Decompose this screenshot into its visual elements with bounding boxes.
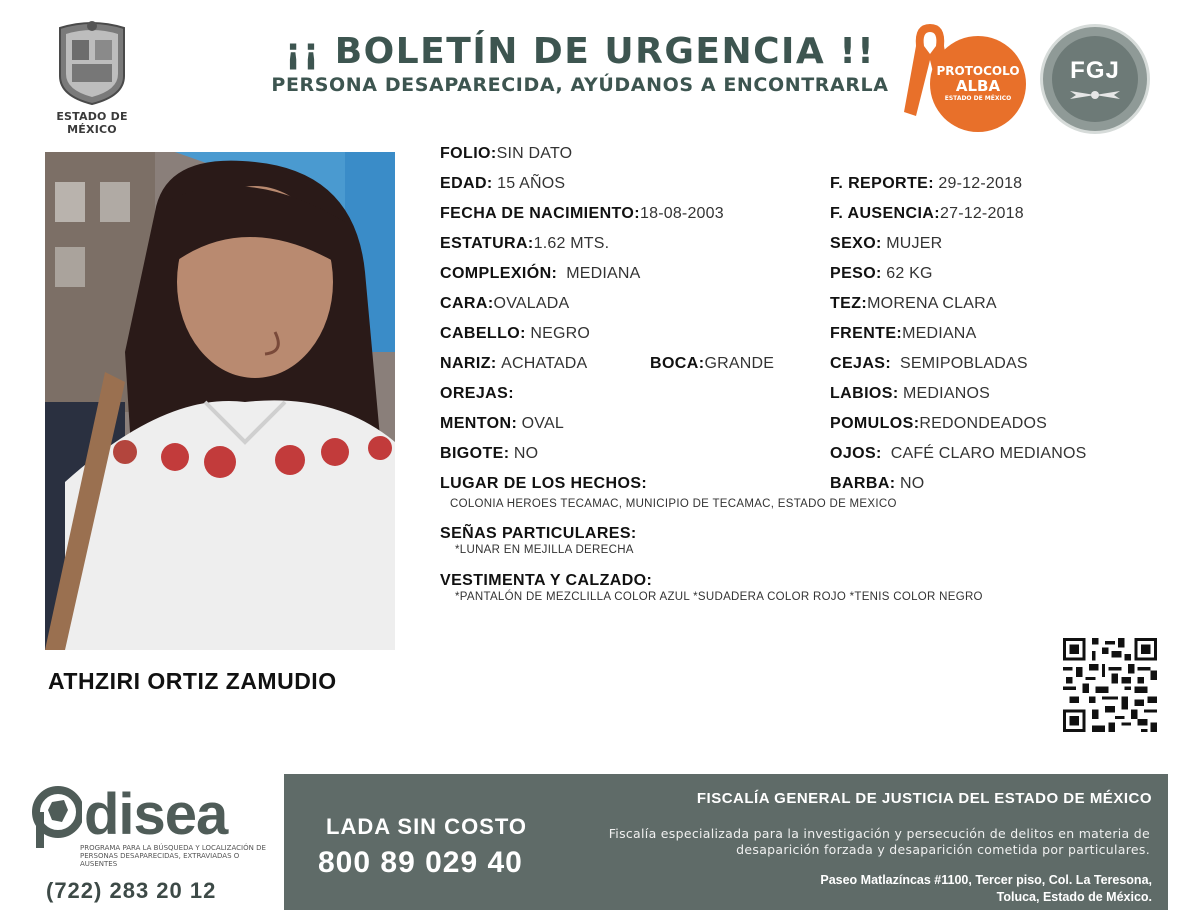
f-reporte-value: 29-12-2018 (938, 175, 1023, 192)
frente-label: FRENTE: (830, 325, 903, 342)
cabello-value: NEGRO (530, 325, 590, 342)
folio-label: FOLIO: (440, 145, 497, 162)
tez-value: MORENA CLARA (867, 295, 997, 312)
frente-value: MEDIANA (902, 325, 977, 342)
field-f-reporte (830, 174, 1022, 194)
fiscalia-footer (284, 774, 1168, 910)
nariz-label: NARIZ: (440, 355, 497, 372)
missing-person-photo (45, 152, 395, 650)
estado-de-mexico-seal (30, 18, 154, 136)
alba-line1: PROTOCOLO (936, 64, 1020, 78)
address-line-1: Paseo Matlazíncas #1100, Tercer piso, Col. La Teresona, (820, 873, 1152, 887)
mexico-state-map-icon (32, 784, 82, 850)
vestimenta-label: VESTIMENTA Y CALZADO: (440, 572, 653, 589)
field-fecha-nacimiento (440, 204, 724, 224)
address-line-2: Toluca, Estado de México. (996, 890, 1152, 904)
fiscalia-address (592, 872, 1152, 906)
menton-label: MENTON: (440, 415, 518, 432)
bigote-label: BIGOTE: (440, 445, 510, 462)
menton-value: OVAL (521, 415, 564, 432)
field-bigote (440, 444, 538, 464)
lada-phone-number[interactable]: 800 89 029 40 (318, 846, 523, 879)
boca-value: GRANDE (704, 355, 775, 372)
folio-value: SIN DATO (496, 145, 573, 162)
field-peso (830, 264, 933, 284)
field-folio (440, 144, 572, 164)
fgj-inner-circle (1052, 36, 1138, 122)
edad-value: 15 AÑOS (497, 175, 566, 192)
field-estatura (440, 234, 609, 254)
field-orejas (440, 384, 514, 404)
nariz-value: ACHATADA (501, 355, 588, 372)
complexion-label: COMPLEXIÓN: (440, 265, 558, 282)
field-boca (650, 354, 774, 374)
qr-code-icon[interactable] (1063, 638, 1157, 732)
labios-value: MEDIANOS (903, 385, 990, 402)
estatura-value: 1.62 MTS. (533, 235, 610, 252)
tez-label: TEZ: (830, 295, 868, 312)
sexo-value: MUJER (886, 235, 943, 252)
state-label: ESTADO DE MÉXICO (56, 110, 128, 136)
field-barba (830, 474, 924, 494)
fiscalia-title: FISCALÍA GENERAL DE JUSTICIA DEL ESTADO DE MÉXICO (696, 790, 1152, 807)
alba-line2: ALBA (955, 77, 1001, 95)
barba-value: NO (899, 475, 925, 492)
senas-value: *LUNAR EN MEJILLA DERECHA (455, 544, 634, 556)
odisea-wordmark: disea (84, 782, 228, 847)
field-vestimenta (440, 571, 652, 591)
pomulos-label: POMULOS: (830, 415, 920, 432)
fgj-letters: FGJ (1070, 57, 1120, 84)
f-reporte-label: F. REPORTE: (830, 175, 934, 192)
coat-of-arms-icon (52, 18, 132, 106)
fecha-nacimiento-value: 18-08-2003 (640, 205, 724, 222)
field-senas (440, 524, 637, 544)
field-ojos (830, 444, 1087, 464)
field-f-ausencia (830, 204, 1024, 224)
vestimenta-value: *PANTALÓN DE MEZCLILLA COLOR AZUL *SUDADERA COLOR ROJO *TENIS COLOR NEGRO (455, 591, 983, 603)
field-menton (440, 414, 564, 434)
cabello-label: CABELLO: (440, 325, 526, 342)
field-cabello (440, 324, 590, 344)
field-edad (440, 174, 565, 194)
odisea-program-text: PROGRAMA PARA LA BÚSQUEDA Y LOCALIZACIÓN DE PERSONAS DESAPARECIDAS, EXTRAVIADAS O AUSENTES (80, 844, 266, 868)
lugar-hechos-value: COLONIA HEROES TECAMAC, MUNICIPIO DE TECAMAC, ESTADO DE MEXICO (450, 498, 897, 510)
pomulos-value: REDONDEADOS (919, 415, 1047, 432)
alba-line3: ESTADO DE MÉXICO (944, 95, 1012, 102)
cejas-label: CEJAS: (830, 355, 892, 372)
estatura-label: ESTATURA: (440, 235, 534, 252)
portrait-image (45, 152, 395, 650)
field-complexion (440, 264, 641, 284)
field-pomulos (830, 414, 1047, 434)
cara-label: CARA: (440, 295, 494, 312)
bulletin-title: ¡¡ BOLETÍN DE URGENCIA !! (284, 31, 876, 72)
field-tez (830, 294, 997, 314)
labios-label: LABIOS: (830, 385, 899, 402)
sexo-label: SEXO: (830, 235, 882, 252)
edad-label: EDAD: (440, 175, 493, 192)
wings-icon (1068, 89, 1122, 101)
odisea-phone[interactable]: (722) 283 20 12 (46, 878, 217, 903)
cara-value: OVALADA (493, 295, 570, 312)
field-nariz (440, 354, 587, 374)
lada-label: LADA SIN COSTO (326, 814, 528, 839)
protocolo-alba-logo (900, 20, 1030, 132)
field-cara (440, 294, 569, 314)
person-name: ATHZIRI ORTIZ ZAMUDIO (48, 668, 337, 694)
bulletin-subtitle: PERSONA DESAPARECIDA, AYÚDANOS A ENCONTRARLA (271, 74, 889, 96)
peso-value: 62 KG (886, 265, 933, 282)
barba-label: BARBA: (830, 475, 896, 492)
complexion-value: MEDIANA (566, 265, 641, 282)
field-frente (830, 324, 976, 344)
f-ausencia-label: F. AUSENCIA: (830, 205, 940, 222)
bigote-value: NO (513, 445, 539, 462)
boca-label: BOCA: (650, 355, 705, 372)
orejas-label: OREJAS: (440, 385, 514, 402)
field-lugar-hechos (440, 474, 647, 494)
ojos-label: OJOS: (830, 445, 882, 462)
cejas-value: SEMIPOBLADAS (899, 355, 1028, 372)
peso-label: PESO: (830, 265, 882, 282)
fecha-nacimiento-label: FECHA DE NACIMIENTO: (440, 205, 640, 222)
ojos-value: CAFÉ CLARO MEDIANOS (890, 445, 1087, 462)
field-sexo (830, 234, 942, 254)
senas-label: SEÑAS PARTICULARES: (440, 525, 637, 542)
fgj-seal (1040, 24, 1150, 134)
field-labios (830, 384, 990, 404)
alba-badge (930, 36, 1026, 132)
f-ausencia-value: 27-12-2018 (940, 205, 1024, 222)
fiscalia-description: Fiscalía especializada para la investigación y persecución de delitos en materia de desaparición forzada y desaparición cometida por particulares. (608, 826, 1150, 857)
odisea-logo (32, 782, 272, 912)
lugar-hechos-label: LUGAR DE LOS HECHOS: (440, 475, 648, 492)
bulletin-header (230, 32, 930, 96)
field-cejas (830, 354, 1028, 374)
